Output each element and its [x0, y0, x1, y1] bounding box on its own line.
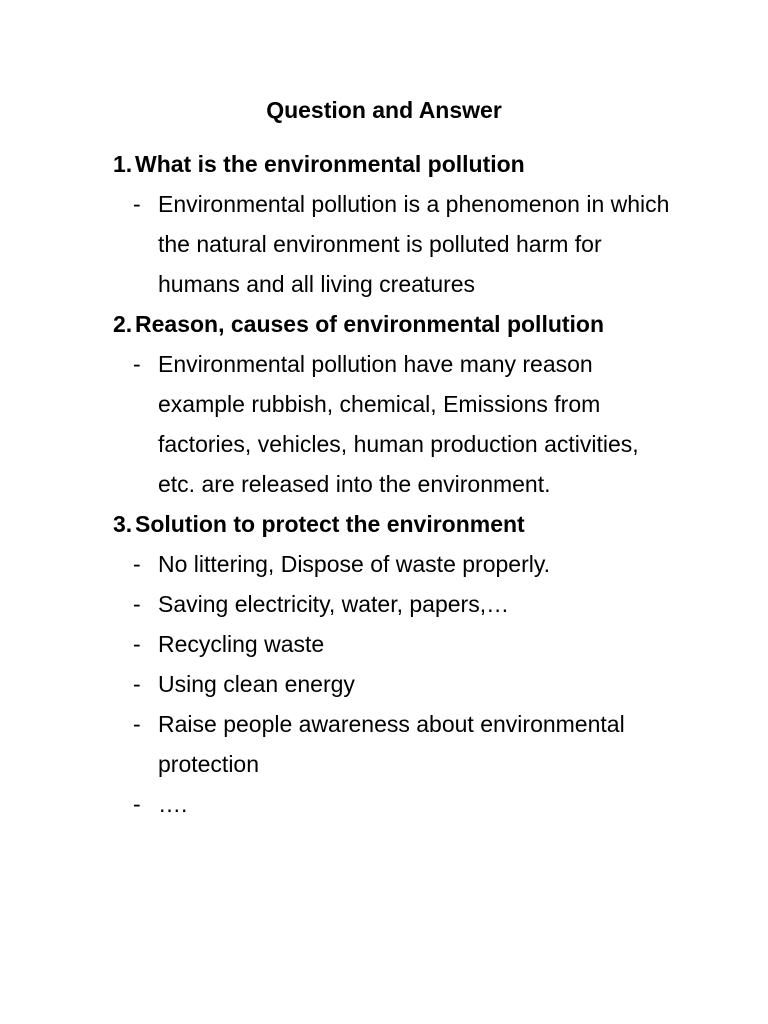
answer-text: Recycling waste [158, 631, 325, 657]
answer-text: Environmental pollution have many reason example rubbish, chemical, Emissions from factories, vehicles, human production activities, etc. are released into the environment. [158, 351, 639, 497]
bullet-dash: - [133, 551, 141, 577]
answer-list [113, 184, 713, 304]
bullet-dash: - [133, 631, 141, 657]
answer-item [113, 624, 713, 664]
answer-list [113, 344, 713, 504]
question-number: 3. [113, 511, 133, 537]
answer-item [113, 664, 713, 704]
answer-text: No littering, Dispose of waste properly. [158, 551, 551, 577]
question-text: Reason, causes of environmental pollution [135, 311, 605, 337]
bullet-dash: - [133, 351, 141, 377]
answer-item [113, 344, 713, 504]
question-text: What is the environmental pollution [135, 151, 525, 177]
answer-list [113, 544, 713, 824]
question-3 [113, 504, 713, 544]
qa-section-3 [113, 504, 713, 824]
bullet-dash: - [133, 191, 141, 217]
qa-section-2 [113, 304, 713, 504]
answer-text: Raise people awareness about environmental protection [158, 711, 625, 777]
answer-item [113, 784, 713, 824]
question-2 [113, 304, 713, 344]
answer-item [113, 544, 713, 584]
bullet-dash: - [133, 671, 141, 697]
question-number: 1. [113, 151, 133, 177]
question-number: 2. [113, 311, 133, 337]
bullet-dash: - [133, 591, 141, 617]
document-title: Question and Answer [266, 97, 502, 123]
answer-item [113, 184, 713, 304]
answer-text: Using clean energy [158, 671, 355, 697]
answer-text: …. [158, 791, 188, 817]
bullet-dash: - [133, 791, 141, 817]
answer-item [113, 584, 713, 624]
question-text: Solution to protect the environment [135, 511, 525, 537]
bullet-dash: - [133, 711, 141, 737]
answer-item [113, 704, 713, 784]
question-1 [113, 144, 713, 184]
answer-text: Environmental pollution is a phenomenon in which the natural environment is polluted harm for humans and all living creatures [158, 191, 670, 297]
qa-section-1 [113, 144, 713, 304]
answer-text: Saving electricity, water, papers,… [158, 591, 510, 617]
qa-content [113, 144, 713, 824]
